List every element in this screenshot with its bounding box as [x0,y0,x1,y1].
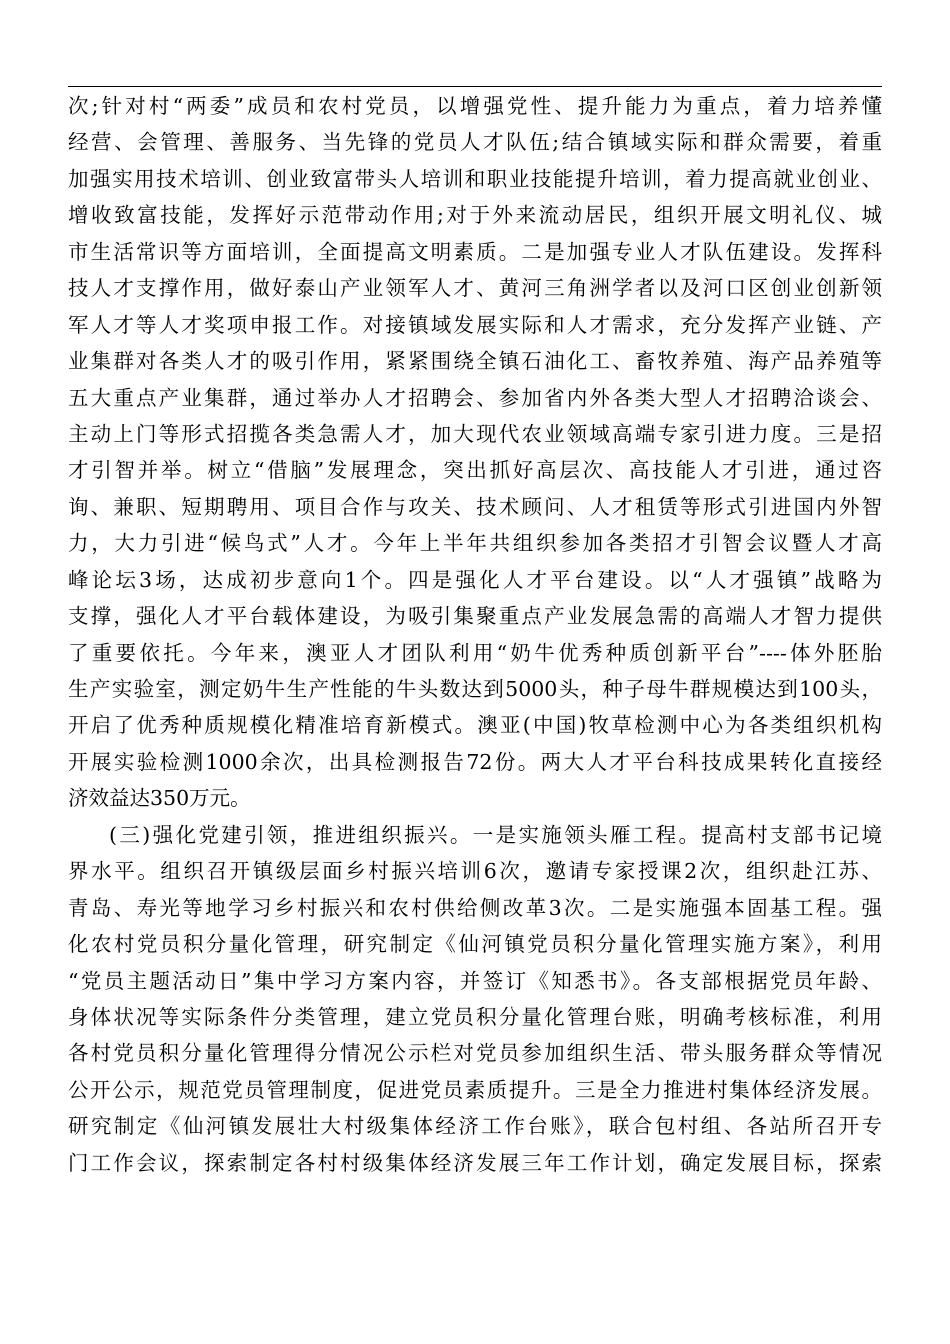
text-line: 市生活常识等方面培训，全面提高文明素质。二是加强专业人才队伍建设。发挥科 [68,239,882,264]
text-line: 经营、会管理、善服务、当先锋的党员人才队伍;结合镇域实际和群众需要，着重 [68,130,882,155]
text-line: 济效益达350万元。 [68,786,251,811]
text-line: “党员主题活动日”集中学习方案内容，并签订《知悉书》。各支部根据党员年龄、 [68,968,882,993]
text-line: 询、兼职、短期聘用、项目合作与攻关、技术顾问、人才租赁等形式引进国内外智 [68,494,882,519]
text-line: 研究制定《仙河镇发展壮大村级集体经济工作台账》，联合包村组、各站所召开专 [68,1114,882,1139]
text-line: 主动上门等形式招揽各类急需人才，加大现代农业领域高端专家引进力度。三是招 [68,421,882,446]
text-line: 生产实验室，测定奶牛生产性能的牛头数达到5000头，种子母牛群规模达到100头， [68,677,882,701]
text-line: 加强实用技术培训、创业致富带头人培训和职业技能提升培训，着力提高就业创业、 [68,166,882,191]
text-line: 开启了优秀种质规模化精准培育新模式。澳亚(中国)牧草检测中心为各类组织机构 [68,713,882,738]
text-line: 军人才等人才奖项申报工作。对接镇域发展实际和人才需求，充分发挥产业链、产 [68,312,882,337]
text-line: 业集群对各类人才的吸引作用，紧紧围绕全镇石油化工、畜牧养殖、海产品养殖等 [68,349,882,374]
text-line: 次;针对村“两委”成员和农村党员，以增强党性、提升能力为重点，着力培养懂 [68,94,882,118]
text-line: 力，大力引进“候鸟式”人才。今年上半年共组织参加各类招才引智会议暨人才高 [68,531,882,556]
text-line: 公开公示，规范党员管理制度，促进党员素质提升。三是全力推进村集体经济发展。 [68,1077,882,1102]
header-rule [68,86,882,87]
text-line: 各村党员积分量化管理得分情况公示栏对党员参加组织生活、带头服务群众等情况 [68,1041,882,1066]
text-line: 身体状况等实际条件分类管理，建立党员积分量化管理台账，明确考核标准，利用 [68,1004,882,1029]
text-line: 门工作会议，探索制定各村村级集体经济发展三年工作计划，确定发展目标，探索 [68,1150,882,1175]
text-line: 技人才支撑作用，做好泰山产业领军人才、黄河三角洲学者以及河口区创业创新领 [68,276,882,301]
text-line: 峰论坛3场，达成初步意向1个。四是强化人才平台建设。以“人才强镇”战略为 [68,567,882,592]
text-line: 支撑，强化人才平台载体建设，为吸引集聚重点产业发展急需的高端人才智力提供 [68,604,882,629]
text-line: 五大重点产业集群，通过举办人才招聘会、参加省内外各类大型人才招聘洽谈会、 [68,385,882,410]
text-line: (三)强化党建引领，推进组织振兴。一是实施领头雁工程。提高村支部书记境 [109,822,882,847]
text-line: 开展实验检测1000余次，出具检测报告72份。两大人才平台科技成果转化直接经 [68,749,882,774]
text-line: 界水平。组织召开镇级层面乡村振兴培训6次，邀请专家授课2次，组织赴江苏、 [68,859,882,884]
text-line: 青岛、寿光等地学习乡村振兴和农村供给侧改革3次。二是实施强本固基工程。强 [68,895,882,920]
text-line: 了重要依托。今年来，澳亚人才团队利用“奶牛优秀种质创新平台”----体外胚胎 [68,640,882,665]
text-line: 增收致富技能，发挥好示范带动作用;对于外来流动居民，组织开展文明礼仪、城 [68,203,882,228]
text-line: 化农村党员积分量化管理，研究制定《仙河镇党员积分量化管理实施方案》，利用 [68,932,882,957]
text-line: 才引智并举。树立“借脑”发展理念，突出抓好高层次、高技能人才引进，通过咨 [68,458,882,483]
body-text [68,88,882,1181]
